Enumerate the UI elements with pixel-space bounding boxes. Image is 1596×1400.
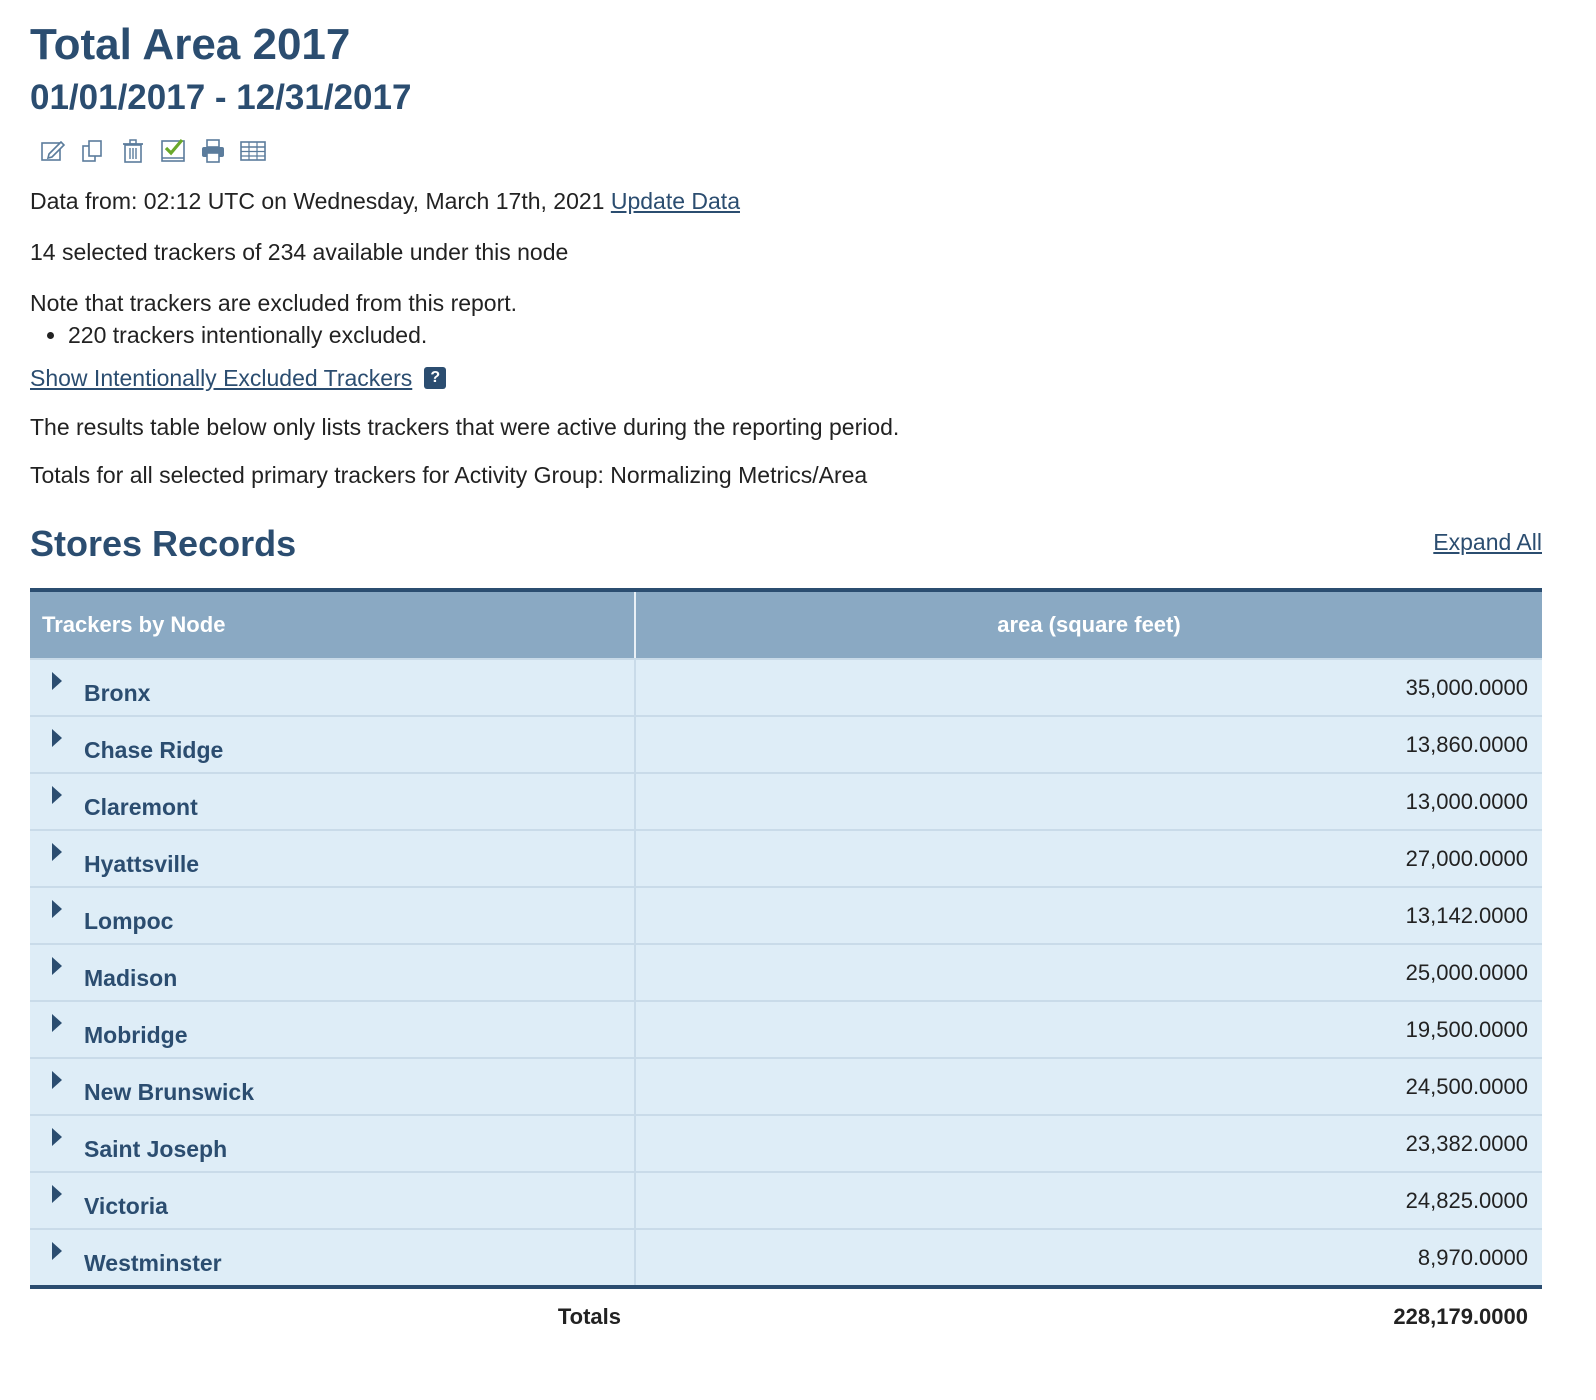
expand-triangle-icon[interactable]: [52, 1185, 62, 1203]
section-title: Stores Records: [30, 523, 297, 564]
table-row[interactable]: [30, 1172, 1542, 1229]
area-value: 19,500.0000: [635, 1001, 1542, 1058]
expand-row-toggle[interactable]: [44, 1002, 620, 1057]
node-cell: [30, 944, 635, 1001]
area-value: 27,000.0000: [635, 830, 1542, 887]
node-name[interactable]: Bronx: [84, 680, 151, 706]
node-cell: [30, 830, 635, 887]
expand-row-toggle[interactable]: [44, 1059, 620, 1114]
totals-value: 228,179.0000: [635, 1287, 1542, 1345]
list-item: • 220 trackers intentionally excluded.: [68, 320, 1542, 350]
copy-icon[interactable]: [76, 134, 110, 168]
table-row[interactable]: [30, 1058, 1542, 1115]
table-icon[interactable]: [236, 134, 270, 168]
expand-row-toggle[interactable]: [44, 717, 620, 772]
expand-triangle-icon[interactable]: [52, 729, 62, 747]
column-header-node[interactable]: Trackers by Node: [30, 590, 635, 659]
totals-note: Totals for all selected primary trackers for Activity Group: Normalizing Metrics/Area: [30, 462, 868, 488]
expand-triangle-icon[interactable]: [52, 672, 62, 690]
node-cell: [30, 1058, 635, 1115]
area-value: 25,000.0000: [635, 944, 1542, 1001]
date-range: 01/01/2017 - 12/31/2017: [30, 78, 412, 117]
node-name[interactable]: New Brunswick: [84, 1079, 254, 1105]
expand-triangle-icon[interactable]: [52, 786, 62, 804]
area-value: 24,500.0000: [635, 1058, 1542, 1115]
table-row[interactable]: [30, 659, 1542, 716]
area-value: 35,000.0000: [635, 659, 1542, 716]
selected-trackers-text: 14 selected trackers of 234 available under this node: [30, 239, 569, 265]
update-data-link[interactable]: Update Data: [610, 188, 740, 214]
area-value: 13,142.0000: [635, 887, 1542, 944]
table-body: [30, 659, 1542, 1345]
show-excluded-row: [30, 363, 1542, 393]
table-row[interactable]: [30, 716, 1542, 773]
expand-row-toggle[interactable]: [44, 774, 620, 829]
page-title: Total Area 2017: [30, 20, 351, 69]
expand-triangle-icon[interactable]: [52, 1128, 62, 1146]
exclusion-note: Note that trackers are excluded from this report.: [30, 290, 518, 316]
table-row[interactable]: [30, 830, 1542, 887]
expand-triangle-icon[interactable]: [52, 1242, 62, 1260]
node-cell: [30, 1172, 635, 1229]
exclusion-list: [30, 320, 1542, 350]
table-row[interactable]: [30, 1115, 1542, 1172]
node-cell: [30, 659, 635, 716]
expand-triangle-icon[interactable]: [52, 957, 62, 975]
node-cell: [30, 1001, 635, 1058]
node-name[interactable]: Claremont: [84, 794, 198, 820]
area-value: 13,860.0000: [635, 716, 1542, 773]
expand-all-link[interactable]: Expand All: [1433, 529, 1542, 555]
area-value: 24,825.0000: [635, 1172, 1542, 1229]
totals-row: [30, 1287, 1542, 1345]
area-value: 8,970.0000: [635, 1229, 1542, 1287]
expand-triangle-icon[interactable]: [52, 1014, 62, 1032]
table-row[interactable]: [30, 1229, 1542, 1287]
node-cell: [30, 716, 635, 773]
node-name[interactable]: Westminster: [84, 1250, 222, 1276]
node-cell: [30, 887, 635, 944]
records-table: [30, 588, 1542, 1345]
node-name[interactable]: Mobridge: [84, 1022, 188, 1048]
node-name[interactable]: Chase Ridge: [84, 737, 224, 763]
checklist-icon[interactable]: [156, 134, 190, 168]
expand-row-toggle[interactable]: [44, 945, 620, 1000]
results-note: The results table below only lists trackers that were active during the reporting period.: [30, 414, 900, 440]
node-name[interactable]: Madison: [84, 965, 178, 991]
expand-row-toggle[interactable]: [44, 1230, 620, 1285]
expand-row-toggle[interactable]: [44, 1173, 620, 1228]
data-from-text: Data from: 02:12 UTC on Wednesday, March 17th, 2021: [30, 188, 605, 214]
table-row[interactable]: [30, 944, 1542, 1001]
node-name[interactable]: Victoria: [84, 1193, 168, 1219]
expand-row-toggle[interactable]: [44, 888, 620, 943]
node-cell: [30, 1229, 635, 1287]
table-row[interactable]: [30, 887, 1542, 944]
table-header-row: [30, 590, 1542, 659]
help-icon[interactable]: ?: [424, 367, 446, 389]
edit-icon[interactable]: [36, 134, 70, 168]
node-name[interactable]: Hyattsville: [84, 851, 200, 877]
node-cell: [30, 773, 635, 830]
totals-label: Totals: [30, 1287, 635, 1345]
expand-row-toggle[interactable]: [44, 831, 620, 886]
data-timestamp: [30, 186, 1542, 216]
expand-row-toggle[interactable]: [44, 1116, 620, 1171]
show-excluded-link[interactable]: Show Intentionally Excluded Trackers: [30, 364, 413, 391]
node-cell: [30, 1115, 635, 1172]
column-header-area[interactable]: area (square feet): [635, 590, 1542, 659]
table-row[interactable]: [30, 773, 1542, 830]
expand-row-toggle[interactable]: [44, 660, 620, 715]
node-name[interactable]: Saint Joseph: [84, 1136, 228, 1162]
section-header: [30, 522, 1542, 566]
expand-triangle-icon[interactable]: [52, 843, 62, 861]
area-value: 23,382.0000: [635, 1115, 1542, 1172]
table-row[interactable]: [30, 1001, 1542, 1058]
print-icon[interactable]: [196, 134, 230, 168]
node-name[interactable]: Lompoc: [84, 908, 174, 934]
delete-icon[interactable]: [116, 134, 150, 168]
area-value: 13,000.0000: [635, 773, 1542, 830]
report-toolbar: [30, 130, 1542, 172]
expand-triangle-icon[interactable]: [52, 1071, 62, 1089]
expand-triangle-icon[interactable]: [52, 900, 62, 918]
